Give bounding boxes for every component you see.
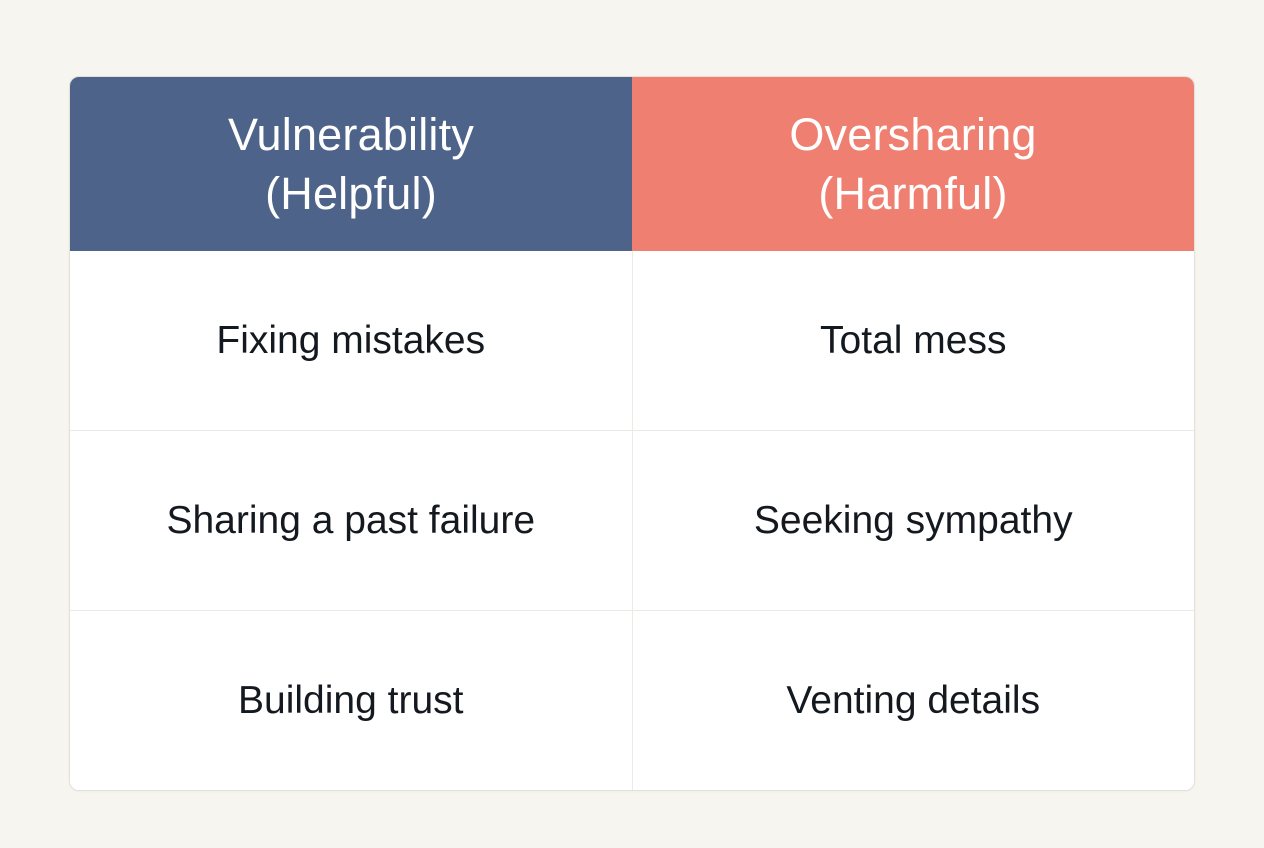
cell-oversharing-1: Total mess xyxy=(632,251,1194,431)
comparison-table xyxy=(70,77,1194,790)
column-header-vulnerability xyxy=(70,77,632,251)
cell-oversharing-2: Seeking sympathy xyxy=(632,431,1194,611)
cell-vulnerability-2: Sharing a past failure xyxy=(70,431,632,611)
comparison-table-card xyxy=(69,76,1195,791)
table-row xyxy=(70,431,1194,611)
column-header-oversharing-title: Oversharing xyxy=(789,108,1037,160)
column-header-oversharing-subtitle: (Harmful) xyxy=(818,168,1008,219)
cell-oversharing-3: Venting details xyxy=(632,611,1194,791)
cell-vulnerability-1: Fixing mistakes xyxy=(70,251,632,431)
cell-vulnerability-3: Building trust xyxy=(70,611,632,791)
table-body xyxy=(70,251,1194,790)
table-row xyxy=(70,611,1194,791)
table-header-row xyxy=(70,77,1194,251)
table-header xyxy=(70,77,1194,251)
column-header-vulnerability-subtitle: (Helpful) xyxy=(265,168,437,219)
column-header-vulnerability-title: Vulnerability xyxy=(227,108,475,160)
column-header-oversharing xyxy=(632,77,1194,251)
table-row xyxy=(70,251,1194,431)
